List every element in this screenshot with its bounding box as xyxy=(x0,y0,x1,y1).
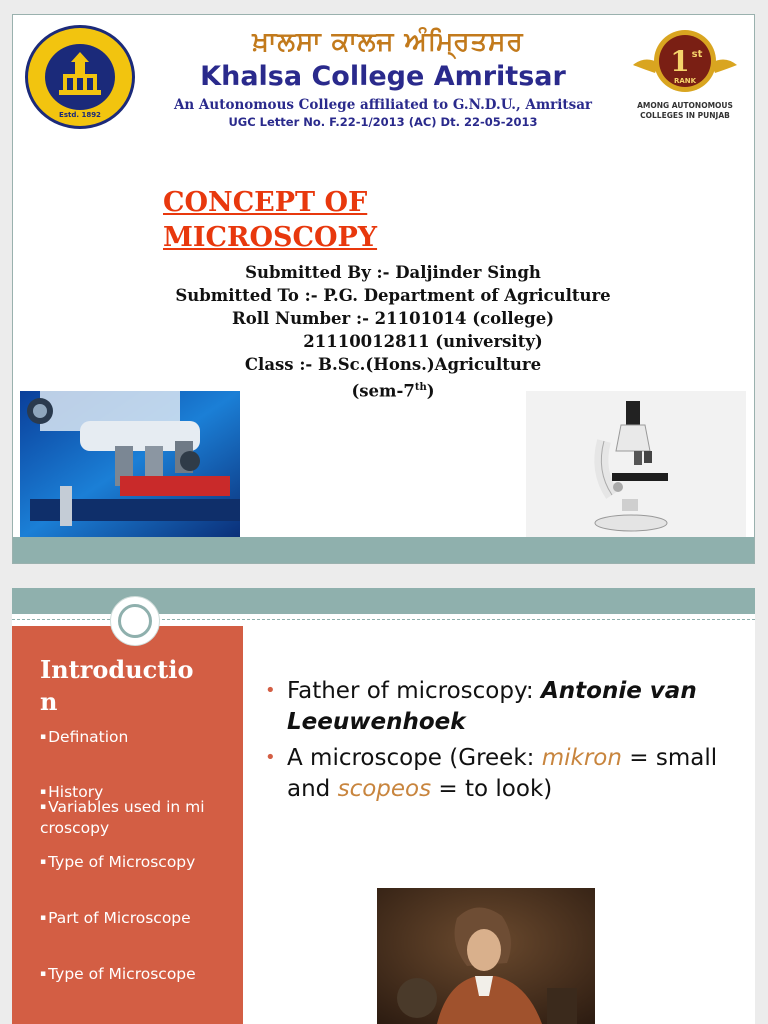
bullet-father-of-microscopy xyxy=(265,676,735,737)
submitted-to-text: Submitted To :- P.G. Department of Agriculture xyxy=(175,286,611,305)
submitted-by: Submitted By :- Daljinder Singh xyxy=(245,263,541,282)
slide-footer-band xyxy=(13,537,754,563)
sidebar-item-defination: ▪ Defination xyxy=(40,727,210,748)
emblem-estd-text: Estd. 1892 xyxy=(59,111,101,119)
class-line: Class :- B.Sc.(Hons.)Agriculture xyxy=(244,355,542,374)
sidebar-item-type-of-microscopy: ▪ Type of Microscopy xyxy=(40,852,210,873)
slide-title xyxy=(163,185,463,255)
college-name: Khalsa College Amritsar xyxy=(200,61,566,92)
microscope-product-photo xyxy=(526,391,746,538)
semester-suffix: ) xyxy=(426,381,435,401)
emblem-crest-icon xyxy=(45,44,115,110)
bullet2-word-scopeos: scopeos xyxy=(337,775,432,802)
semester-prefix: (sem-7 xyxy=(351,381,415,401)
sidebar-item-part-of-microscope: ▪ Part of Microscope xyxy=(40,908,210,929)
microscope-lab-photo xyxy=(20,391,240,538)
college-name-punjabi: ਖ਼ਾਲਸਾ ਕਾਲਜ ਅੰਮ੍ਰਿਤਸਰ xyxy=(252,27,524,57)
bullet1-prefix: Father of microscopy: xyxy=(287,678,541,704)
title-slide xyxy=(12,14,755,564)
sidebar-panel xyxy=(12,626,243,1024)
bullet2-part2: = small and xyxy=(287,745,718,802)
rank-suffix: st xyxy=(691,49,703,60)
sidebar-item-type-of-microscope: ▪ Type of Microscope xyxy=(40,964,210,985)
bullet2-part1: A microscope (Greek: xyxy=(287,745,542,771)
roll-university: 21110012811 (university) xyxy=(303,332,543,351)
ring-ornament-icon xyxy=(110,596,160,646)
rank-caption: AMONG AUTONOMOUS COLLEGES IN PUNJAB xyxy=(637,101,733,120)
roll-college: Roll Number :- 21101014 (college) xyxy=(231,309,555,328)
leeuwenhoek-portrait xyxy=(377,888,595,1024)
introduction-slide xyxy=(12,588,755,1024)
bullet2-part3: = to look) xyxy=(431,775,553,802)
slide-content xyxy=(265,676,735,810)
sidebar-item-variables: ▪ Variables used in microscopy xyxy=(40,797,210,839)
ugc-letter-line: UGC Letter No. F.22-1/2013 (AC) Dt. 22-05-2013 xyxy=(228,115,538,129)
bullet-microscope-etymology xyxy=(265,743,735,804)
rank-label: RANK xyxy=(673,77,697,85)
slide-title-line1: CONCEPT OF xyxy=(163,187,368,218)
sidebar-item-history: ▪ History xyxy=(40,782,210,803)
slide-title-line2: MICROSCOPY xyxy=(163,222,378,253)
bullet1-name: Antonie van Leeuwenhoek xyxy=(287,678,697,735)
submitted-to xyxy=(163,284,623,330)
sidebar-heading: Introduction xyxy=(40,655,194,716)
semester-sup: th xyxy=(414,382,427,393)
rank-number: 1 xyxy=(670,45,690,78)
bullet2-word-mikron: mikron xyxy=(541,745,622,771)
college-emblem-logo xyxy=(25,25,135,129)
submission-details xyxy=(163,261,623,403)
affiliation-line: An Autonomous College affiliated to G.N.D.U., Amritsar xyxy=(173,97,593,113)
